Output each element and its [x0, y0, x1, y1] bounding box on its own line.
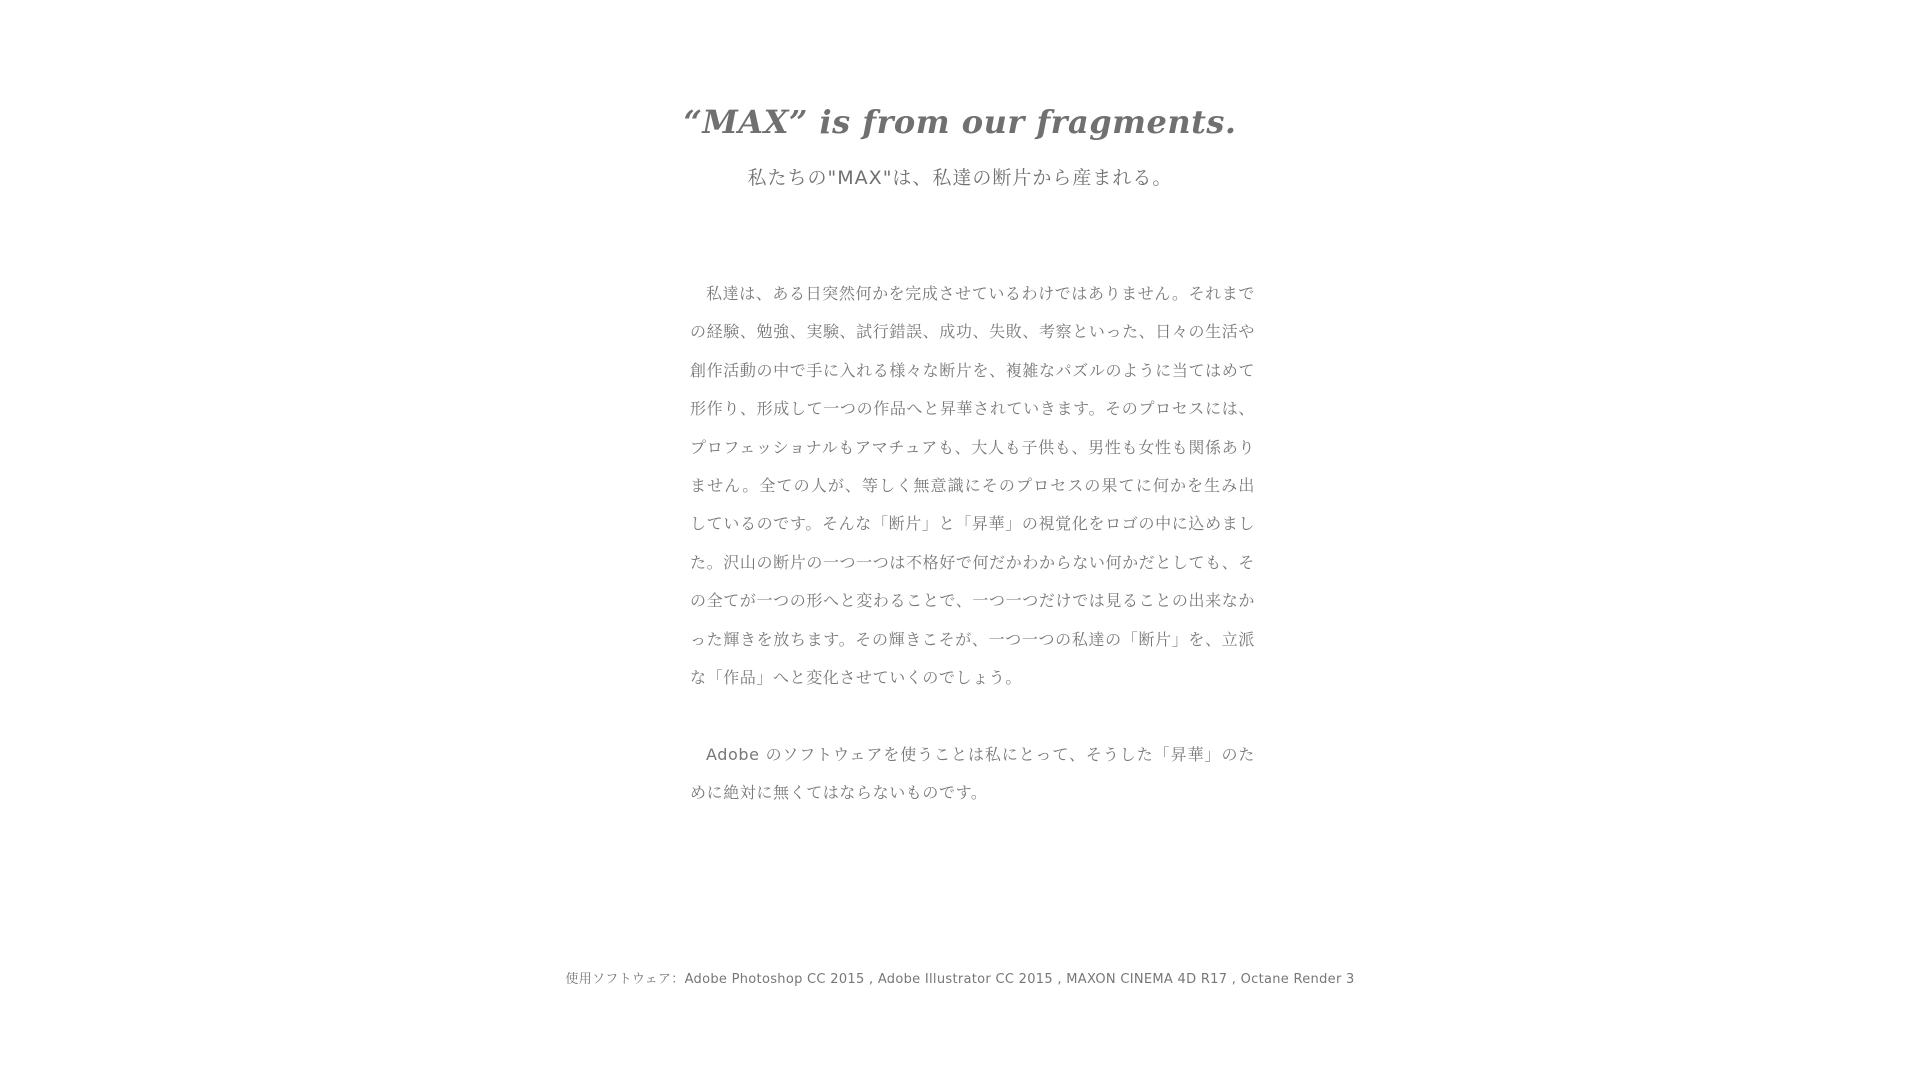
paragraph-fragments: 私達は、ある日突然何かを完成させているわけではありません。それまでの経験、勉強、実験、試行錯誤、成功、失敗、考察といった、日々の生活や創作活動の中で手に入れる様々な断片を、複雑なパズルのように当てはめて形作り、形成して一つの作品へと昇華されていきます。そのプロセスには、プロフェッショナルもアマチュアも、大人も子供も、男性も女性も関係ありません。全ての人が、等しく無意識にそのプロセスの果てに何かを生み出しているのです。そんな「断片」と「昇華」の視覚化をロゴの中に込めました。沢山の断片の一つ一つは不格好で何だかわからない何かだとしても、その全てが一つの形へと変わることで、一つ一つだけでは見ることの出来なかった輝きを放ちます。その輝きこそが、一つ一つの私達の「断片」を、立派な「作品」へと変化させていくのでしょう。 [690, 284, 1255, 688]
software-credits: 使用ソフトウェア：Adobe Photoshop CC 2015 , Adobe Illustrator CC 2015 , MAXON CINEMA 4D R17 , Octane Render 3 [565, 972, 1355, 987]
title-japanese: 私たちの"MAX"は、私達の断片から産まれる。 [747, 167, 1173, 189]
header [0, 102, 1920, 192]
body-text [690, 275, 1255, 813]
title-english: “MAX” is from our fragments. [683, 103, 1237, 141]
paragraph-adobe: Adobe のソフトウェアを使うことは私にとって、そうした「昇華」のために絶対に無くてはならないものです。 [690, 744, 1255, 803]
